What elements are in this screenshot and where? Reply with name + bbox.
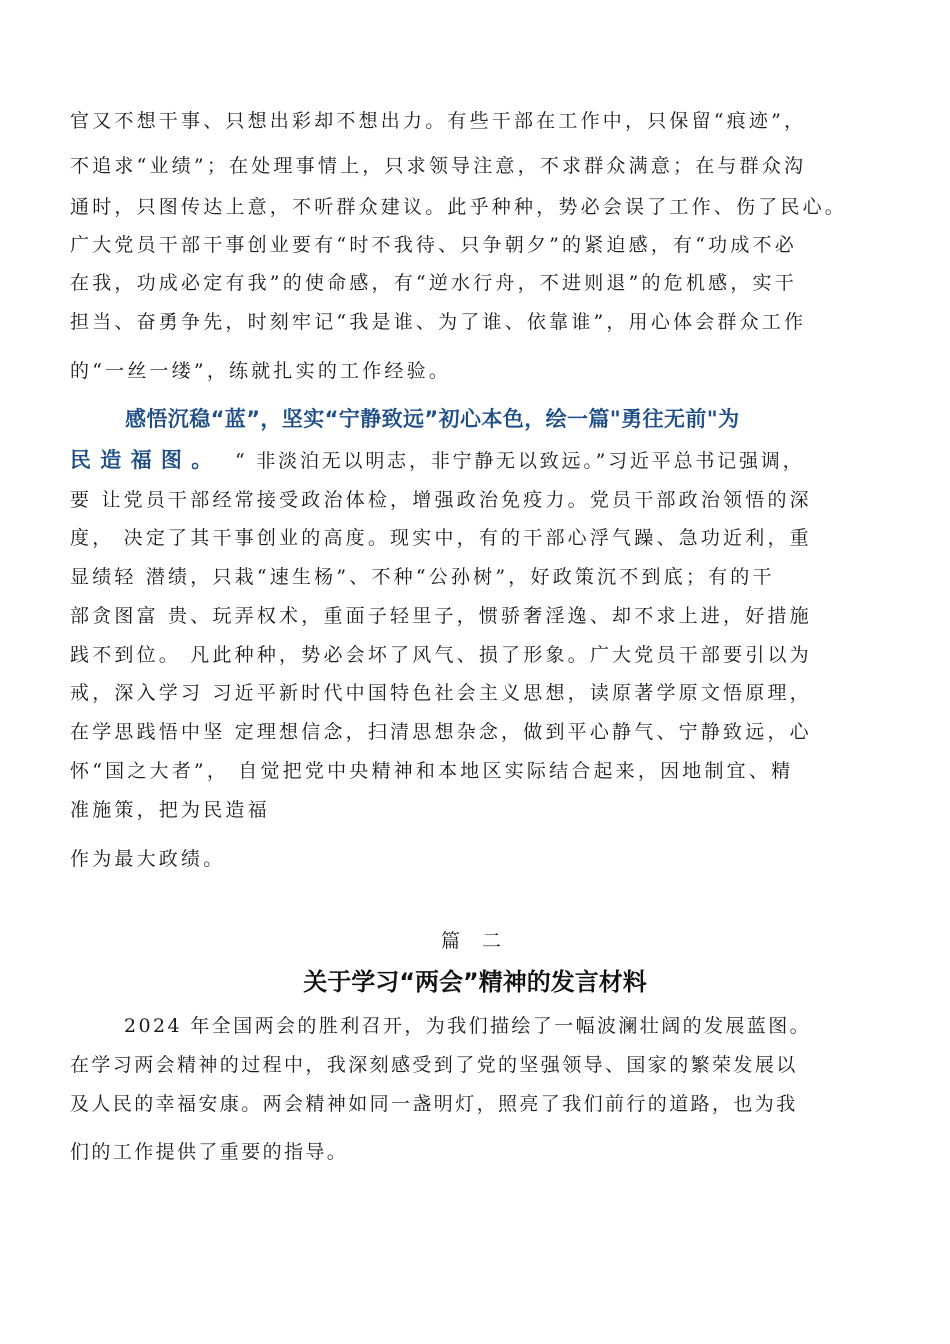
text-line: 2024 年全国两会的胜利召开，为我们描绘了一幅波澜壮阔的发展蓝图。 xyxy=(124,1015,811,1037)
text-line: 通时，只图传达上意，不听群众建议。此乎种种，势必会误了工作、伤了民心。 xyxy=(70,196,848,218)
document-title: 关于学习“两会”精神的发言材料 xyxy=(303,968,647,996)
text-line: 度， 决定了其干事创业的高度。现实中，有的干部心浮气躁、急功近利，重 xyxy=(70,527,812,549)
text-line: 在学思践悟中坚 定理想信念，扫清思想杂念，做到平心静气、宁静致远，心 xyxy=(70,721,812,743)
text-line: 怀“国之大者”， 自觉把党中央精神和本地区实际结合起来，因地制宜、精 xyxy=(70,760,794,782)
part-label: 篇 二 xyxy=(440,930,510,952)
text-line: 显绩轻 潜绩，只栽“速生杨”、不种“公孙树”，好政策沉不到底；有的干 xyxy=(70,566,775,588)
text-line: 不追求“业绩”；在处理事情上，只求领导注意，不求群众满意；在与群众沟 xyxy=(70,155,807,177)
text-line: 戒，深入学习 习近平新时代中国特色社会主义思想，读原著学原文悟原理， xyxy=(70,682,812,704)
text-line: 要 让党员干部经常接受政治体检，增强政治免疫力。党员干部政治领悟的深 xyxy=(70,489,812,511)
text-line: 践不到位。 凡此种种，势必会坏了风气、损了形象。广大党员干部要引以为 xyxy=(70,644,812,666)
text-line: 在学习两会精神的过程中，我深刻感受到了党的坚强领导、国家的繁荣发展以 xyxy=(70,1054,798,1076)
text-line: 们的工作提供了重要的指导。 xyxy=(70,1141,349,1163)
section-heading: 感悟沉稳“蓝”，坚实“宁静致远”初心本色，绘一篇"勇往无前"为 xyxy=(125,407,740,431)
text-line: 在我，功成必定有我”的使命感，有“逆水行舟，不进则退”的危机感，实干 xyxy=(70,272,797,294)
text-line: 担当、奋勇争先，时刻牢记“我是谁、为了谁、依靠谁”，用心体会群众工作 xyxy=(70,311,807,333)
text-line: “ 非淡泊无以明志，非宁静无以致远。”习近平总书记强调， xyxy=(235,450,805,472)
text-line: 官又不想干事、只想出彩却不想出力。有些干部在工作中，只保留“痕迹”， xyxy=(70,110,807,132)
text-line: 的“一丝一缕”，练就扎实的工作经验。 xyxy=(70,360,452,382)
text-line: 作为最大政绩。 xyxy=(70,848,226,870)
section-heading-continued: 民 造 福 图 。 xyxy=(70,448,214,472)
text-line: 部贪图富 贵、玩弄权术，重面子轻里子，惯骄奢淫逸、却不求上进，好措施 xyxy=(70,605,812,627)
text-line: 及人民的幸福安康。两会精神如同一盏明灯，照亮了我们前行的道路，也为我 xyxy=(70,1093,798,1115)
text-line: 广大党员干部干事创业要有“时不我待、只争朝夕”的紧迫感，有“功成不必 xyxy=(70,234,797,256)
text-line: 准施策，把为民造福 xyxy=(70,799,270,821)
